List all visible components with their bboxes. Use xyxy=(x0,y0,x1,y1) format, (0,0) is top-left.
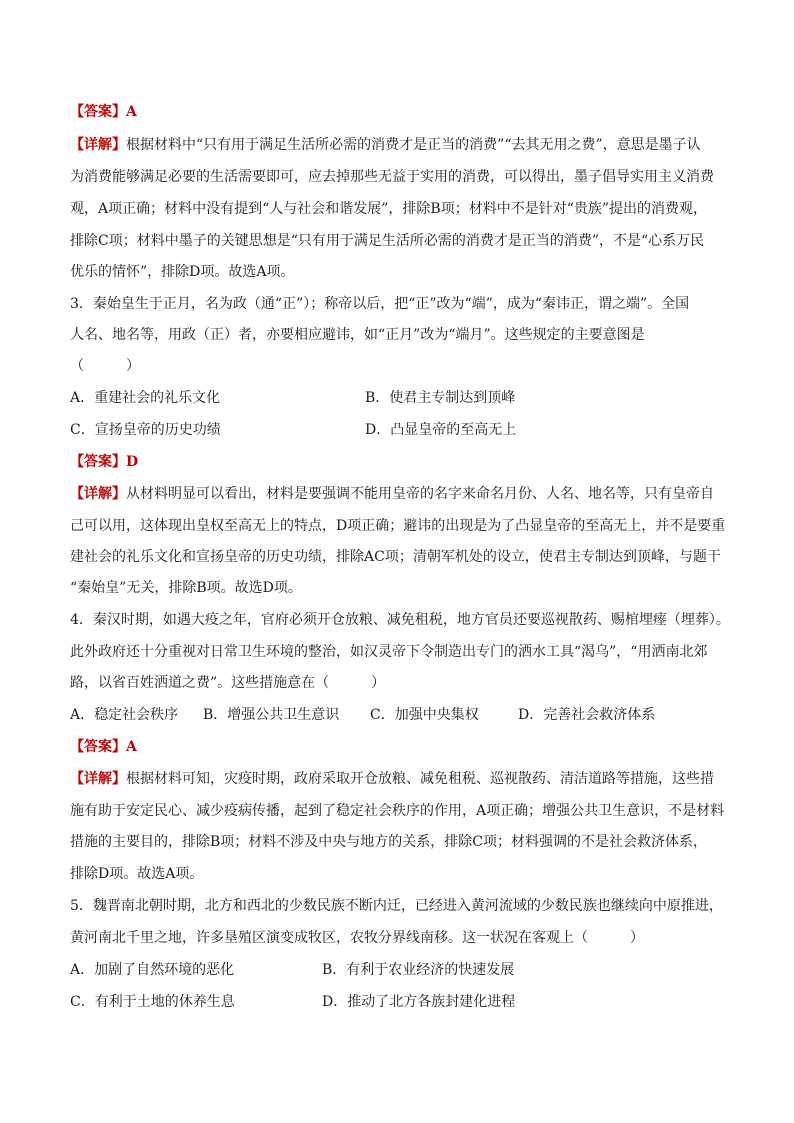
q2-detail-line-5: 优乐的情怀”，排除D项。故选A项。 xyxy=(70,264,295,280)
q2-detail-line-1 xyxy=(70,135,701,155)
q3-option-d: D．凸显皇帝的至高无上 xyxy=(365,422,517,438)
q5-option-c: C．有利于土地的休养生息 xyxy=(70,994,235,1010)
q5-option-b: B．有利于农业经济的快速发展 xyxy=(322,962,515,978)
q5-option-a: A．加剧了自然环境的恶化 xyxy=(70,962,235,978)
q3-option-c: C．宣扬皇帝的历史功绩 xyxy=(70,422,221,438)
answer-letter: D xyxy=(126,454,139,470)
answer-letter: A xyxy=(126,104,137,120)
q3-option-a: A．重建社会的礼乐文化 xyxy=(70,390,221,406)
q5-stem-line-2: 黄河南北千里之地，许多垦殖区演变成牧区，农牧分界线南移。这一状况在客观上（ ） xyxy=(70,930,644,946)
q3-stem-line-3: （ ） xyxy=(70,358,140,374)
answer-tag: 【答案】 xyxy=(70,104,126,120)
q3-answer-line xyxy=(70,452,138,472)
detail-tag: 【详解】 xyxy=(70,137,126,153)
q3-stem-line-1: 3．秦始皇生于正月，名为政（通“正”）；称帝以后，把“正”改为“端”，成为“秦讳正，谓之端”。全国 xyxy=(70,296,690,312)
detail-text: 根据材料中“只有用于满足生活所必需的消费才是正当的消费”“去其无用之费”，意思是墨子认 xyxy=(126,137,701,153)
q4-option-d: D．完善社会救济体系 xyxy=(518,707,656,723)
detail-text: 根据材料可知，灾疫时期，政府采取开仓放粮、减免租税、巡视散药、清洁道路等措施，这些措 xyxy=(126,771,714,787)
q2-detail-line-4: 排除C项；材料中墨子的关键思想是“只有用于满足生活所必需的消费才是正当的消费”，不是“心系万民 xyxy=(70,233,705,249)
q3-stem-line-2: 人名、地名等，用政（正）者，亦要相应避讳，如“正月”改为“端月”。这些规定的主要意图是 xyxy=(70,327,645,343)
q4-stem-line-3: 路，以省百姓洒道之费”。这些措施意在（ ） xyxy=(70,675,386,691)
q3-detail-line-1 xyxy=(70,484,714,504)
q4-option-c: C．加强中央集权 xyxy=(370,707,479,723)
q4-stem-line-2: 此外政府还十分重视对日常卫生环境的整治，如汉灵帝下令制造出专门的洒水工具“渴乌”，“用洒南北郊 xyxy=(70,644,708,660)
q2-detail-line-2: 为消费能够满足必要的生活需要即可，应去掉那些无益于实用的消费，可以得出，墨子倡导实用主义消费 xyxy=(70,169,714,185)
q4-stem-line-1: 4．秦汉时期，如遇大疫之年，官府必须开仓放粮、减免租税，地方官员还要巡视散药、赐棺埋瘗（埋葬）。 xyxy=(70,612,730,628)
detail-text: 从材料明显可以看出，材料是要强调不能用皇帝的名字来命名月份、人名、地名等，只有皇帝自 xyxy=(126,486,714,502)
q3-detail-line-3: 建社会的礼乐文化和宣扬皇帝的历史功绩，排除AC项；清朝军机处的设立，使君主专制达到顶峰，与题干 xyxy=(70,549,721,565)
q2-detail-line-3: 观，A项正确；材料中没有提到“人与社会和谐发展”，排除B项；材料中不是针对“贵族”提出的消费观， xyxy=(70,201,708,217)
q3-option-b: B．使君主专制达到顶峰 xyxy=(365,390,516,406)
q4-detail-line-4: 排除D项。故选A项。 xyxy=(70,866,204,882)
detail-tag: 【详解】 xyxy=(70,486,126,502)
answer-letter: A xyxy=(126,739,137,755)
q5-stem-line-1: 5．魏晋南北朝时期，北方和西北的少数民族不断内迁，已经进入黄河流域的少数民族也继续向中原推进， xyxy=(70,898,723,914)
q4-detail-line-1 xyxy=(70,769,714,789)
detail-tag: 【详解】 xyxy=(70,771,126,787)
q2-answer-line xyxy=(70,102,137,122)
q3-detail-line-4: “秦始皇”无关，排除B项。故选D项。 xyxy=(70,580,302,596)
q3-detail-line-2: 己可以用，这体现出皇权至高无上的特点，D项正确；避讳的出现是为了凸显皇帝的至高无上，并不是要重 xyxy=(70,518,726,534)
answer-tag: 【答案】 xyxy=(70,739,126,755)
q4-option-b: B．增强公共卫生意识 xyxy=(203,707,340,723)
q4-detail-line-3: 措施的主要目的，排除B项；材料不涉及中央与地方的关系，排除C项；材料强调的不是社会救济体系， xyxy=(70,834,707,850)
q4-option-a: A．稳定社会秩序 xyxy=(70,707,179,723)
q4-answer-line xyxy=(70,737,137,757)
q5-option-d: D．推动了北方各族封建化进程 xyxy=(322,994,516,1010)
q4-detail-line-2: 施有助于安定民心、减少疫病传播，起到了稳定社会秩序的作用，A项正确；增强公共卫生意识，不是材料 xyxy=(70,803,725,819)
answer-tag: 【答案】 xyxy=(70,454,126,470)
